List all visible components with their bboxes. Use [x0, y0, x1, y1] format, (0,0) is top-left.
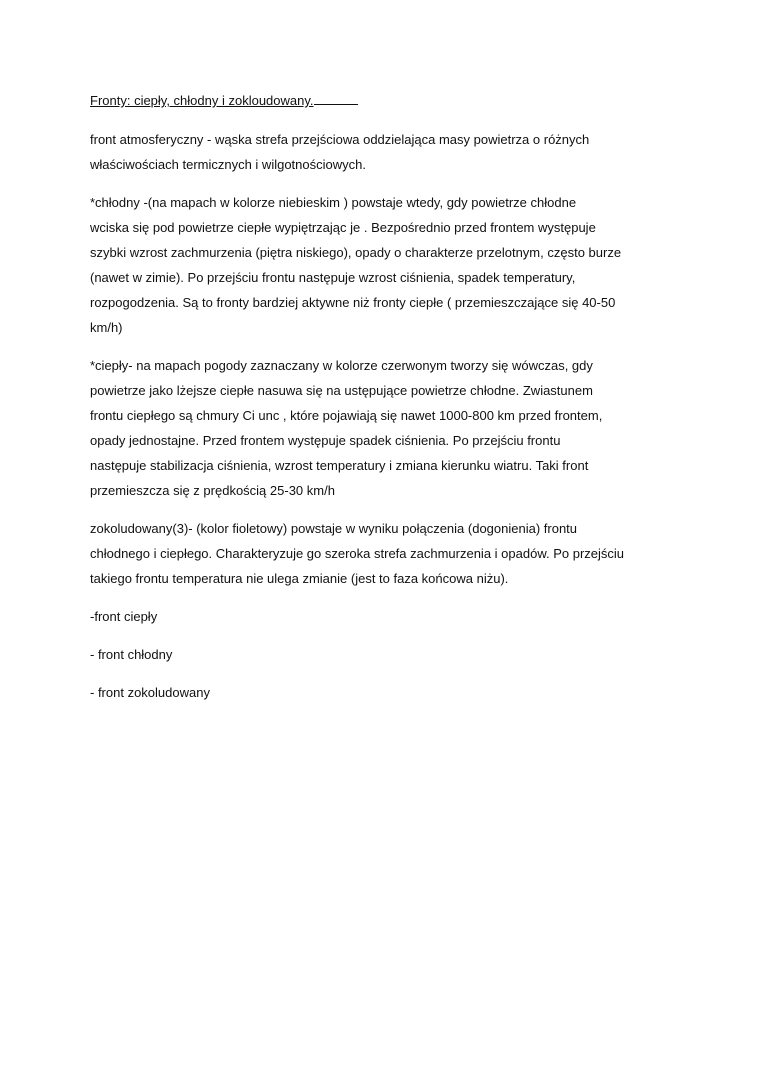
list-item-occluded-front: - front zokoludowany [90, 685, 210, 700]
paragraph-line: chłodnego i ciepłego. Charakteryzuje go szeroka strefa zachmurzenia i opadów. Po przejściu [90, 546, 625, 561]
paragraph-line: wciska się pod powietrze ciepłe wypiętrzając je . Bezpośrednio przed frontem występuje [90, 220, 596, 235]
paragraph-warm-front [90, 353, 650, 503]
paragraph-line: następuje stabilizacja ciśnienia, wzrost temperatury i zmiana kierunku wiatru. Taki front [90, 458, 589, 473]
list-item-warm-front: -front ciepły [90, 609, 158, 624]
paragraph-line: powietrze jako lżejsze ciepłe nasuwa się na ustępujące powietrze chłodne. Zwiastunem [90, 383, 593, 398]
paragraph-occluded-front [90, 516, 650, 591]
paragraph-line: front atmosferyczny - wąska strefa przejściowa oddzielająca masy powietrza o różnych [90, 132, 590, 147]
paragraph-line: takiego frontu temperatura nie ulega zmianie (jest to faza końcowa niżu). [90, 571, 509, 586]
document-content [90, 88, 650, 718]
paragraph-line: rozpogodzenia. Są to fronty bardziej aktywne niż fronty ciepłe ( przemieszczające się 40-50 [90, 295, 616, 310]
paragraph-line: *chłodny -(na mapach w kolorze niebieskim ) powstaje wtedy, gdy powietrze chłodne [90, 195, 577, 210]
paragraph-line: przemieszcza się z prędkością 25-30 km/h [90, 483, 335, 498]
document-title-text: Fronty: ciepły, chłodny i zokloudowany. [90, 93, 314, 108]
paragraph-line: szybki wzrost zachmurzenia (piętra niskiego), opady o charakterze przelotnym, często burze [90, 245, 622, 260]
paragraph-line: *ciepły- na mapach pogody zaznaczany w kolorze czerwonym tworzy się wówczas, gdy [90, 358, 593, 373]
paragraph-line: km/h) [90, 320, 123, 335]
list-item-cold-front: - front chłodny [90, 647, 173, 662]
title-underline-blank [314, 89, 358, 105]
paragraph-cold-front [90, 190, 650, 340]
paragraph-line: (nawet w zimie). Po przejściu frontu następuje wzrost ciśnienia, spadek temperatury, [90, 270, 576, 285]
document-title [90, 88, 650, 113]
paragraph-line: frontu ciepłego są chmury Ci unc , które pojawiają się nawet 1000-800 km przed frontem, [90, 408, 603, 423]
paragraph-definition [90, 127, 650, 177]
paragraph-line: zokoludowany(3)- (kolor fioletowy) powstaje w wyniku połączenia (dogonienia) frontu [90, 521, 578, 536]
paragraph-line: właściwościach termicznych i wilgotnościowych. [90, 157, 366, 172]
paragraph-line: opady jednostajne. Przed frontem występuje spadek ciśnienia. Po przejściu frontu [90, 433, 561, 448]
